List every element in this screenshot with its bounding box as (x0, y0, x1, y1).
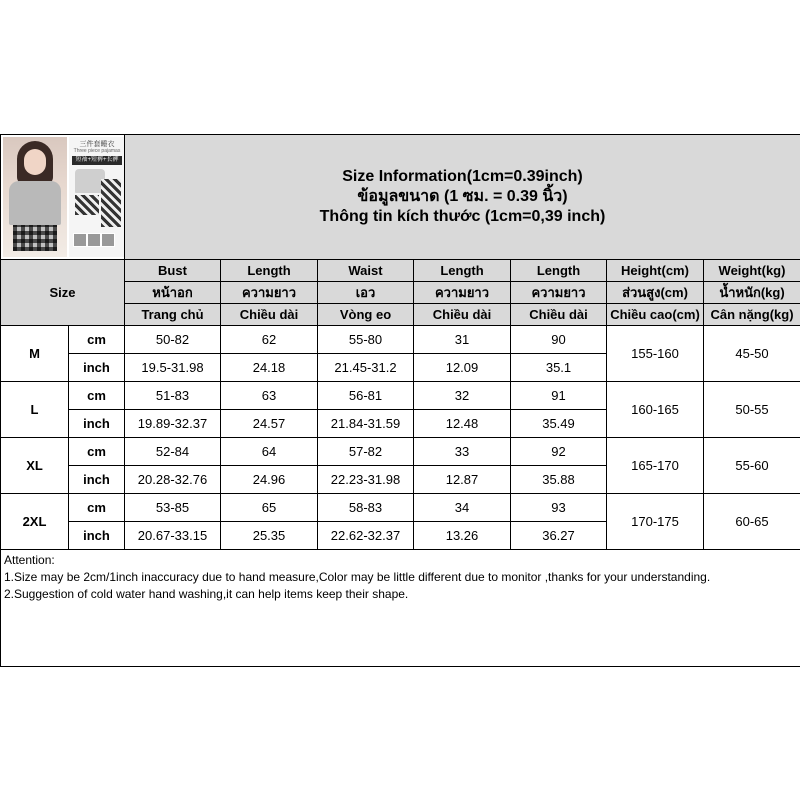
size-name: L (1, 382, 69, 438)
size-name: M (1, 326, 69, 382)
table-cell: 58-83 (318, 494, 414, 522)
col-header-th: น้ำหนัก(kg) (704, 282, 800, 304)
table-cell: 65 (221, 494, 318, 522)
col-header-th: ส่วนสูง(cm) (607, 282, 704, 304)
col-header-vi: Trang chủ (125, 304, 221, 326)
table-cell: 90 (511, 326, 607, 354)
table-cell: 92 (511, 438, 607, 466)
height-cell: 160-165 (607, 382, 704, 438)
col-header-vi: Vòng eo (318, 304, 414, 326)
size-header: Size (1, 260, 125, 326)
table-cell: 35.1 (511, 354, 607, 382)
table-cell: 19.5-31.98 (125, 354, 221, 382)
table-cell: 57-82 (318, 438, 414, 466)
height-cell: 170-175 (607, 494, 704, 550)
title-row (1, 135, 800, 260)
weight-cell: 50-55 (704, 382, 800, 438)
table-cell: 13.26 (414, 522, 511, 550)
col-header-en: Length (414, 260, 511, 282)
height-cell: 165-170 (607, 438, 704, 494)
table-cell: 93 (511, 494, 607, 522)
table-cell: 64 (221, 438, 318, 466)
table-cell: 91 (511, 382, 607, 410)
col-header-vi: Chiều dài (414, 304, 511, 326)
table-cell: 62 (221, 326, 318, 354)
table-cell: 21.45-31.2 (318, 354, 414, 382)
table-cell: 63 (221, 382, 318, 410)
attention-note: 2.Suggestion of cold water hand washing,it can help items keep their shape. (4, 587, 409, 601)
table-cell: 25.35 (221, 522, 318, 550)
product-image (69, 137, 125, 257)
table-cell: 22.23-31.98 (318, 466, 414, 494)
unit-label: cm (69, 494, 125, 522)
col-header-vi: Chiều cao(cm) (607, 304, 704, 326)
unit-label: inch (69, 466, 125, 494)
unit-label: inch (69, 522, 125, 550)
col-header-en: Bust (125, 260, 221, 282)
col-header-en: Length (221, 260, 318, 282)
col-header-th: ความยาว (511, 282, 607, 304)
col-header-vi: Cân nặng(kg) (704, 304, 800, 326)
table-cell: 24.57 (221, 410, 318, 438)
header-row-en (1, 260, 800, 282)
title-en: Size Information(1cm=0.39inch) (342, 168, 583, 185)
table-cell: 51-83 (125, 382, 221, 410)
col-header-en: Weight(kg) (704, 260, 800, 282)
table-cell: 12.87 (414, 466, 511, 494)
model-photo (3, 137, 67, 257)
col-header-th: ความยาว (414, 282, 511, 304)
table-cell: 35.88 (511, 466, 607, 494)
unit-label: cm (69, 382, 125, 410)
attention-heading: Attention: (4, 553, 55, 567)
size-row-cm (1, 326, 800, 354)
weight-cell: 55-60 (704, 438, 800, 494)
col-header-en: Length (511, 260, 607, 282)
col-header-vi: Chiều dài (511, 304, 607, 326)
product-tag: 短袖+短裤+长裤 (72, 156, 122, 165)
size-chart-table (0, 134, 800, 667)
col-header-th: เอว (318, 282, 414, 304)
table-cell: 33 (414, 438, 511, 466)
attention-note: 1.Size may be 2cm/1inch inaccuracy due to hand measure,Color may be little different due to monitor ,thanks for your understanding. (4, 570, 711, 584)
table-cell: 34 (414, 494, 511, 522)
title-vi: Thông tin kích thước (1cm=0,39 inch) (319, 208, 606, 225)
table-cell: 24.96 (221, 466, 318, 494)
col-header-en: Height(cm) (607, 260, 704, 282)
size-name: XL (1, 438, 69, 494)
weight-cell: 45-50 (704, 326, 800, 382)
table-cell: 55-80 (318, 326, 414, 354)
table-cell: 56-81 (318, 382, 414, 410)
table-cell: 22.62-32.37 (318, 522, 414, 550)
table-cell: 19.89-32.37 (125, 410, 221, 438)
product-caption-en: Three piece pajamas (73, 148, 121, 154)
table-cell: 50-82 (125, 326, 221, 354)
table-cell: 36.27 (511, 522, 607, 550)
attention-box (1, 550, 800, 667)
table-cell: 52-84 (125, 438, 221, 466)
size-name: 2XL (1, 494, 69, 550)
table-cell: 31 (414, 326, 511, 354)
table-cell: 35.49 (511, 410, 607, 438)
table-cell: 20.67-33.15 (125, 522, 221, 550)
table-cell: 12.48 (414, 410, 511, 438)
attention-row (1, 550, 800, 667)
title-cell (125, 135, 800, 260)
table-cell: 21.84-31.59 (318, 410, 414, 438)
product-photo-cell (1, 135, 125, 260)
col-header-th: หน้าอก (125, 282, 221, 304)
weight-cell: 60-65 (704, 494, 800, 550)
col-header-en: Waist (318, 260, 414, 282)
table-cell: 24.18 (221, 354, 318, 382)
unit-label: cm (69, 326, 125, 354)
product-caption-cn: 三件套睡衣 (79, 141, 115, 148)
unit-label: inch (69, 354, 125, 382)
col-header-vi: Chiều dài (221, 304, 318, 326)
title-th: ข้อมูลขนาด (1 ซม. = 0.39 นิ้ว) (357, 188, 568, 205)
height-cell: 155-160 (607, 326, 704, 382)
size-row-cm (1, 382, 800, 410)
unit-label: cm (69, 438, 125, 466)
size-row-cm (1, 438, 800, 466)
table-cell: 20.28-32.76 (125, 466, 221, 494)
col-header-th: ความยาว (221, 282, 318, 304)
table-cell: 53-85 (125, 494, 221, 522)
size-row-cm (1, 494, 800, 522)
table-cell: 32 (414, 382, 511, 410)
unit-label: inch (69, 410, 125, 438)
table-cell: 12.09 (414, 354, 511, 382)
